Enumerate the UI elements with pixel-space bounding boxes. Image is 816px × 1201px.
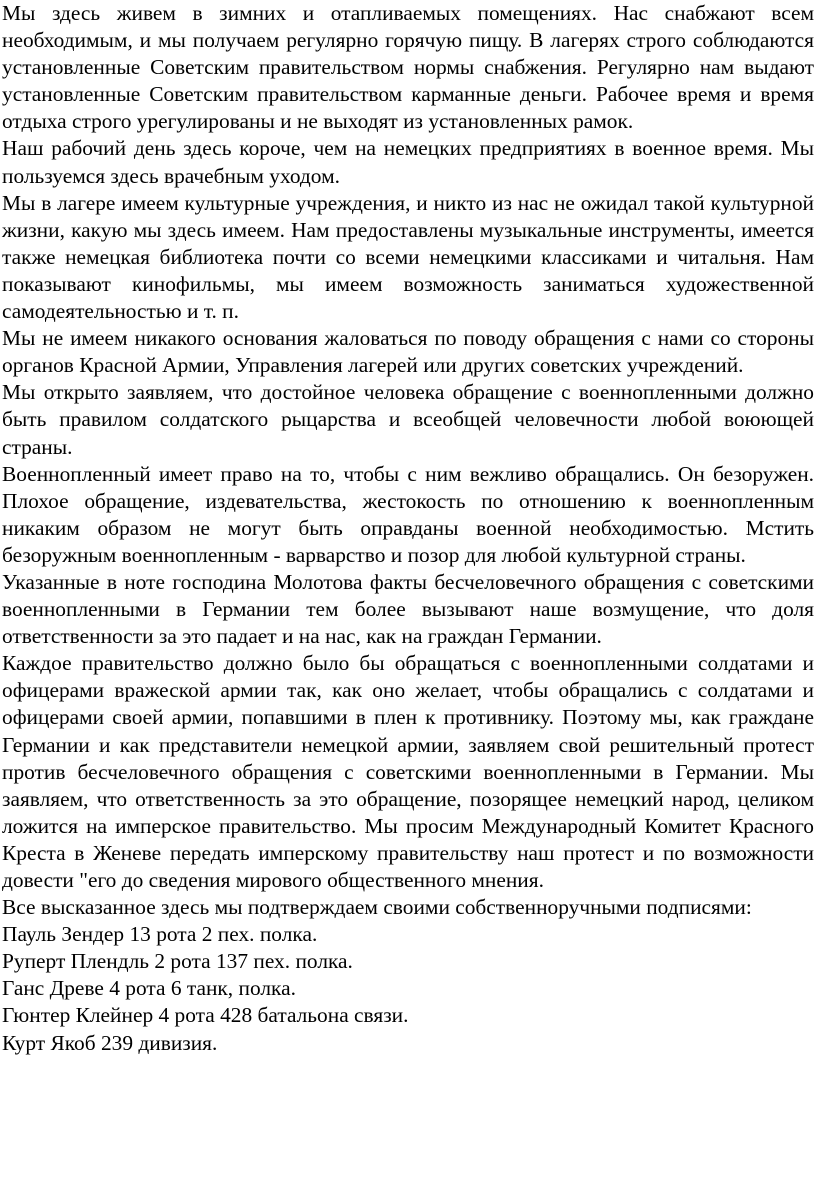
paragraph-working-day: Наш рабочий день здесь короче, чем на немецких предприятиях в военное время. Мы пользуемся здесь врачебным уходом. — [2, 136, 814, 188]
paragraph-dignified-treatment: Мы открыто заявляем, что достойное человека обращение с военнопленными должно быть правилом солдатского рыцарства и всеобщей человечности любой воюющей страны. — [2, 380, 814, 459]
signature-line: Курт Якоб 239 дивизия. — [2, 1030, 218, 1055]
document-body — [2, 0, 814, 1057]
paragraph-molotov-note: Указанные в ноте господина Молотова факты бесчеловечного обращения с советскими военнопленными в Германии тем более вызывают наше возмущение, что доля ответственности за это падает и на нас, как на граждан Германии. — [2, 569, 814, 649]
signature-line: Гюнтер Клейнер 4 рота 428 батальона связи. — [2, 1003, 409, 1028]
signature-line: Ганс Древе 4 рота 6 танк, полка. — [2, 976, 296, 1001]
paragraph-protest: Каждое правительство должно было бы обращаться с военнопленными солдатами и офицерами вражеской армии так, как оно желает, чтобы обращались с солдатами и офицерами своей армии, попавшими в плен к противнику. Поэтому мы, как граждане Германии и как представители немецкой армии, заявляем свой решительный протест против бесчеловечного обращения с советскими военнопленными в Германии. Мы заявляем, что ответственность за это обращение, позорящее немецкий народ, целиком ложится на имперское правительство. Мы просим Международный Комитет Красного Креста в Женеве передать имперскому правительству наш протест и по возможности довести "его до сведения мирового общественного мнения. — [2, 651, 814, 892]
signature-line: Руперт Плендль 2 рота 137 пех. полка. — [2, 949, 353, 974]
paragraph-no-complaints: Мы не имеем никакого основания жаловаться по поводу обращения с нами со стороны органов Красной Армии, Управления лагерей или других советских учреждений. — [2, 326, 814, 378]
paragraph-living-conditions: Мы здесь живем в зимних и отапливаемых помещениях. Нас снабжают всем необходимым, и мы получаем регулярно горячую пищу. В лагерях строго соблюдаются установленные Советским правительством нормы снабжения. Регулярно нам выдают установленные Советским правительством карманные деньги. Рабочее время и время отдыха строго урегулированы и не выходят из установленных рамок. — [2, 1, 814, 134]
paragraph-prisoner-rights: Военнопленный имеет право на то, чтобы с ним вежливо обращались. Он безоружен. Плохое обращение, издевательства, жестокость по отношению к военнопленным никаким образом не могут быть оправданы военной необходимостью. Мстить безоружным военнопленным - варварство и позор для любой культурной страны. — [2, 461, 814, 567]
paragraph-cultural-life: Мы в лагере имеем культурные учреждения, и никто из нас не ожидал такой культурной жизни, какую мы здесь имеем. Нам предоставлены музыкальные инструменты, имеется также немецкая библиотека почти со всеми немецкими классиками и читальня. Нам показывают кинофильмы, мы имеем возможность заниматься художественной самодеятельностью и т. п. — [2, 190, 814, 324]
signature-line: Пауль Зендер 13 рота 2 пех. полка. — [2, 922, 318, 947]
paragraph-confirmation: Все высказанное здесь мы подтверждаем своими собственноручными подписями: — [2, 895, 752, 920]
